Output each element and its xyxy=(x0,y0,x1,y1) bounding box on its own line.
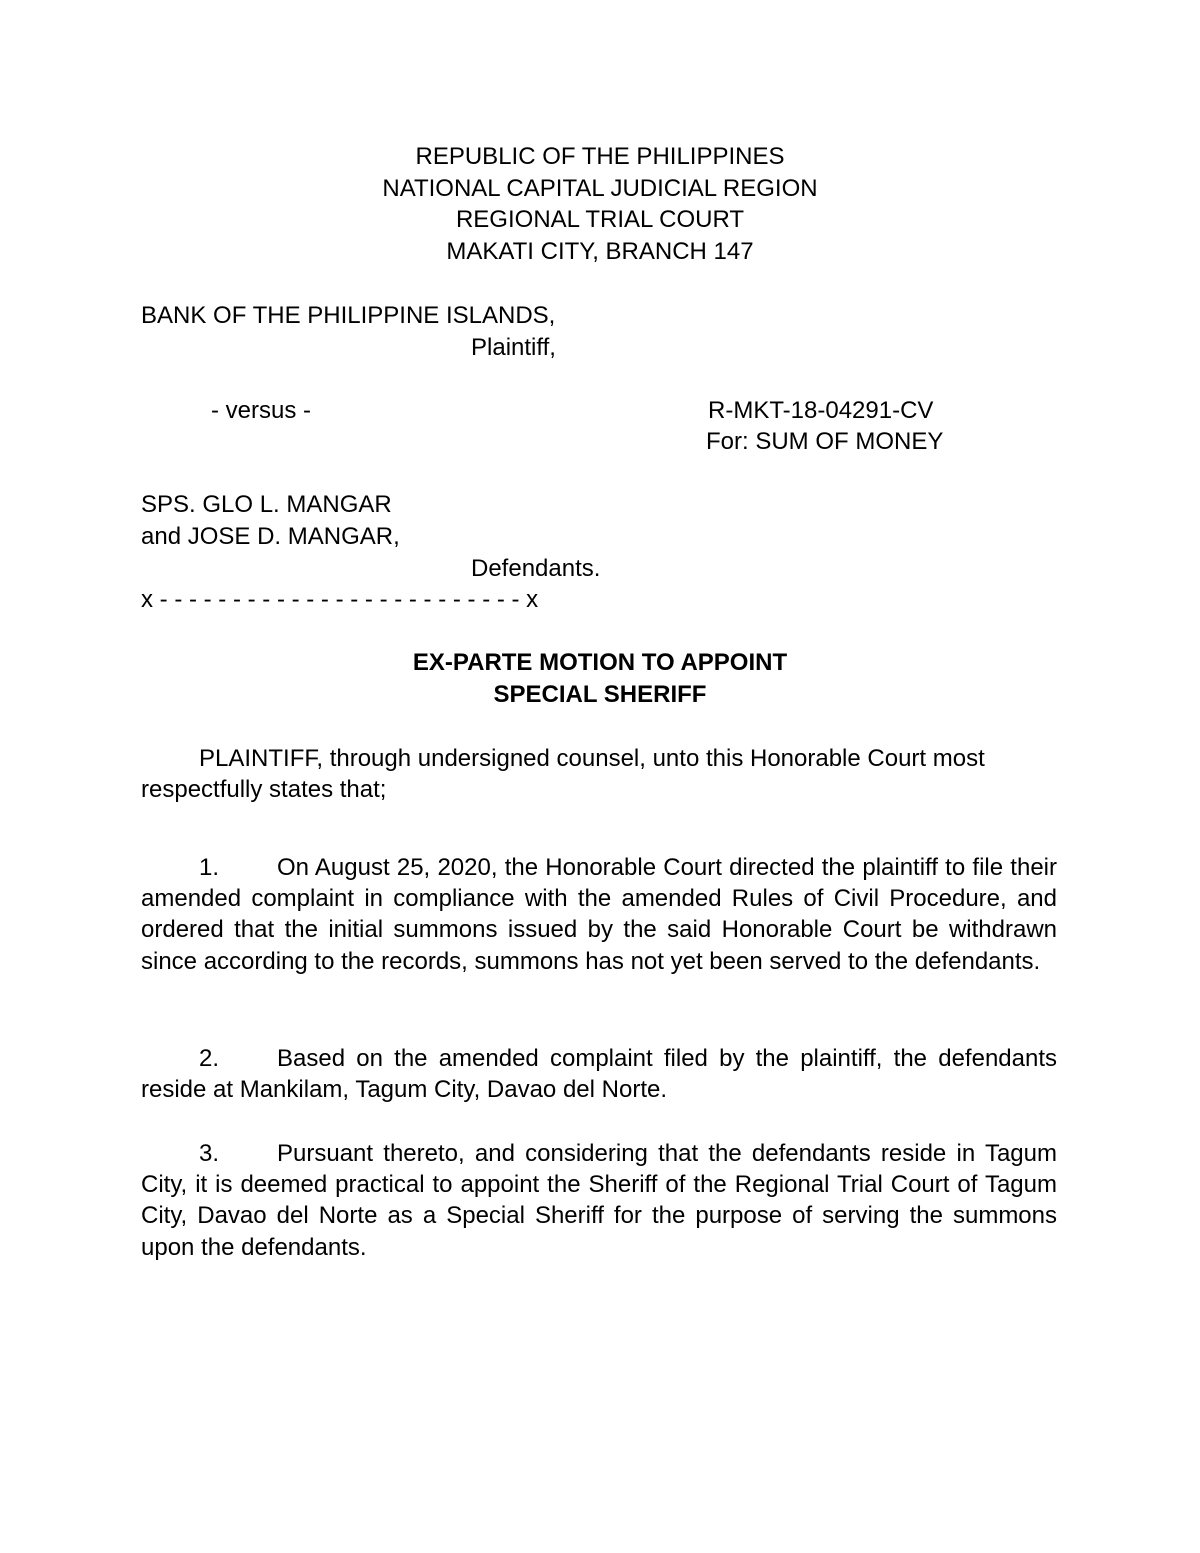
court-header-region: NATIONAL CAPITAL JUDICIAL REGION xyxy=(382,175,818,202)
paragraph-number: 2. xyxy=(199,1045,220,1072)
paragraph-number: 3. xyxy=(199,1140,220,1167)
intro-text: PLAINTIFF, through undersigned counsel, unto this Honorable Court most respectfully states that; xyxy=(141,745,985,804)
defendant-role: Defendants. xyxy=(471,555,601,582)
motion-title-line2: SPECIAL SHERIFF xyxy=(493,681,707,708)
case-nature: For: SUM OF MONEY xyxy=(706,428,944,455)
paragraph-text: Based on the amended complaint filed by the plaintiff, the defendants reside at Mankilam, Tagum City, Davao del Norte. xyxy=(141,1045,1057,1104)
court-header-republic: REPUBLIC OF THE PHILIPPINES xyxy=(415,143,785,170)
defendant-name-line1: SPS. GLO L. MANGAR xyxy=(141,491,392,518)
defendant-name-line2: and JOSE D. MANGAR, xyxy=(141,523,400,550)
court-header-branch: MAKATI CITY, BRANCH 147 xyxy=(446,238,754,265)
paragraph-text: On August 25, 2020, the Honorable Court directed the plaintiff to file their amended complaint in compliance with the amended Rules of Civil Procedure, and ordered that the initial summons issued by the said Honorable Court be withdrawn since according to the records, summons has not yet been served to the defendants. xyxy=(141,854,1057,975)
motion-title-line1: EX-PARTE MOTION TO APPOINT xyxy=(412,649,788,676)
caption-separator: x - - - - - - - - - - - - - - - - - - - - - - - - - x xyxy=(141,586,539,613)
plaintiff-name: BANK OF THE PHILIPPINE ISLANDS, xyxy=(141,302,556,329)
numbered-paragraph-3 xyxy=(141,1138,1057,1263)
paragraph-number: 1. xyxy=(199,854,220,881)
case-number: R-MKT-18-04291-CV xyxy=(708,397,934,424)
numbered-paragraph-2 xyxy=(141,1043,1057,1105)
intro-paragraph xyxy=(141,743,1057,805)
paragraph-text: Pursuant thereto, and considering that the defendants reside in Tagum City, it is deemed practical to appoint the Sheriff of the Regional Trial Court of Tagum City, Davao del Norte as a Special Sheriff for the purpose of serving the summons upon the defendants. xyxy=(141,1140,1057,1261)
versus-label: - versus - xyxy=(211,397,312,424)
plaintiff-role: Plaintiff, xyxy=(471,334,556,361)
numbered-paragraph-1 xyxy=(141,852,1057,977)
court-header-court: REGIONAL TRIAL COURT xyxy=(455,206,745,233)
